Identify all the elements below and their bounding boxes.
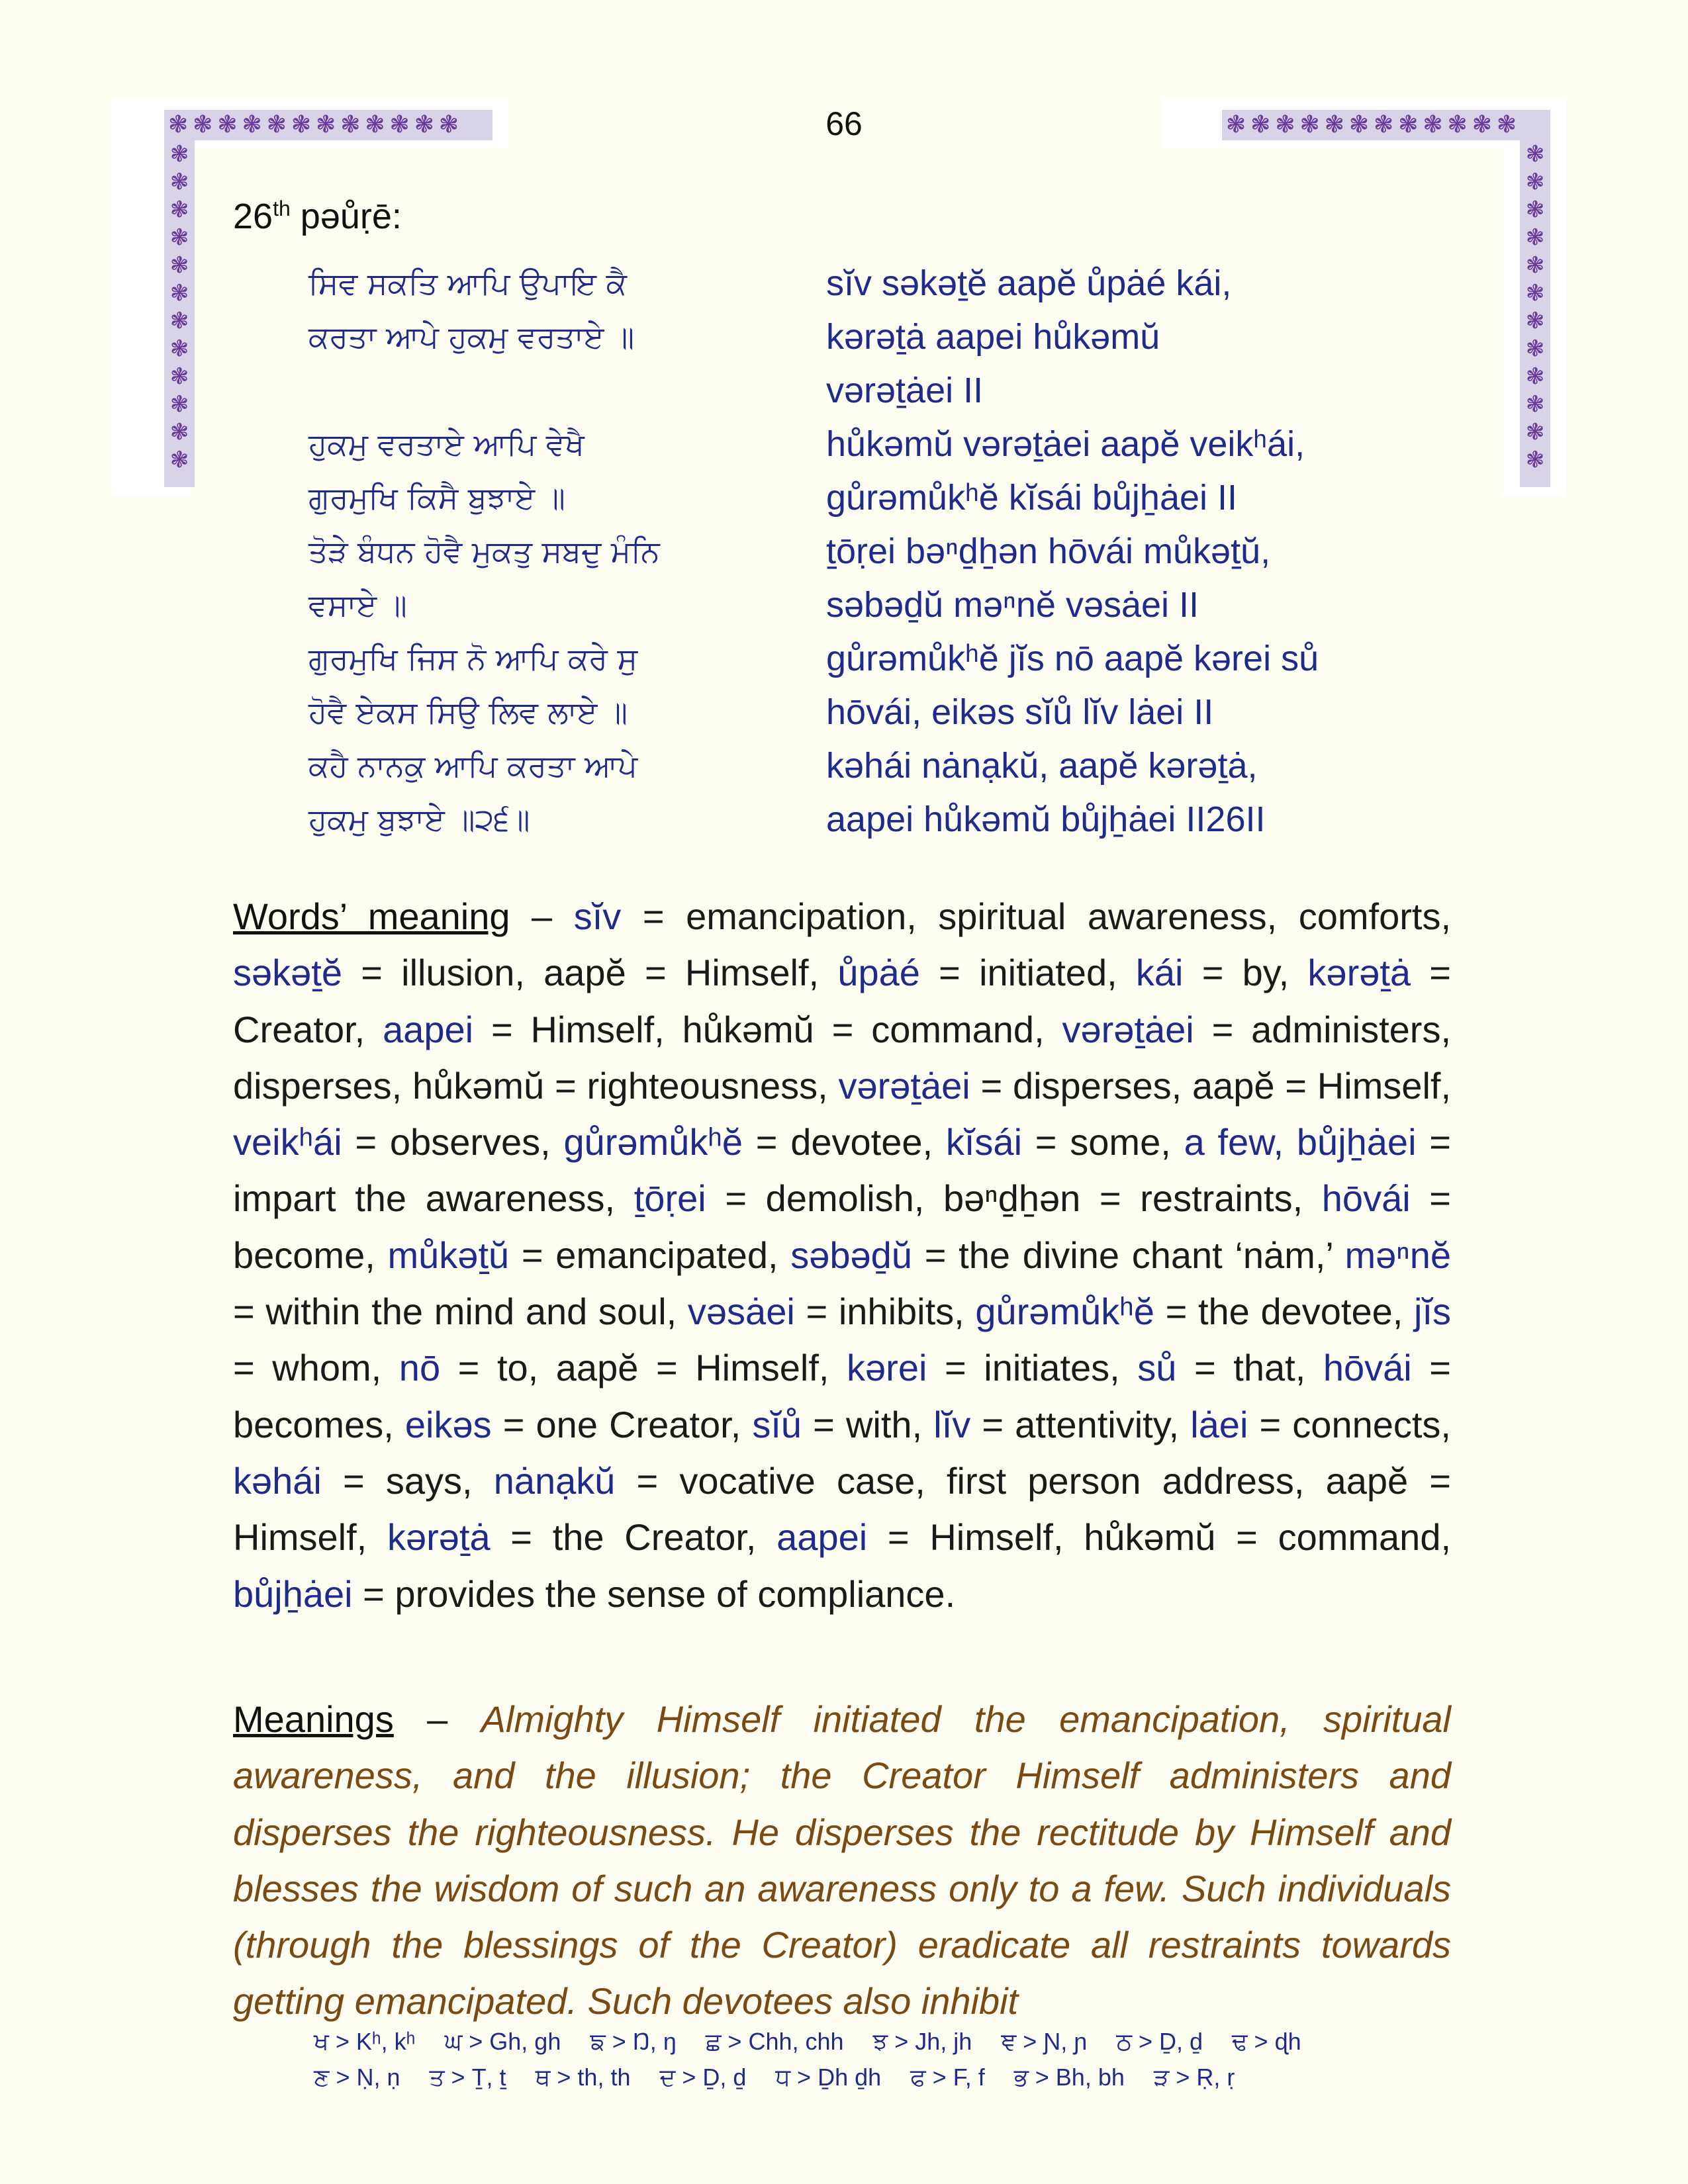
definition-text: = that, xyxy=(1176,1347,1323,1389)
definition-text: = initiates, xyxy=(927,1347,1138,1389)
gurmukhi-line: ਗੁਰਮੁਖਿ ਜਿਸ ਨੋ ਆਪਿ ਕਰੇ ਸੁ xyxy=(308,641,638,676)
transliteration-line: kəhái nȧnạkŭ, aapĕ kərəṯȧ, xyxy=(826,746,1258,786)
ornament-glyph: ❃ xyxy=(193,111,215,138)
definition-text: = within the mind and soul, xyxy=(233,1291,688,1333)
ornament-glyph: ❃ xyxy=(1525,308,1545,334)
legend-entry: ਞ > Ɲ, ɲ xyxy=(1001,2028,1088,2055)
legend-entry: ਙ > Ŋ, ŋ xyxy=(590,2028,677,2055)
legend-entry: ਝ > Jh, jh xyxy=(872,2028,972,2055)
transliterated-word: veikʰái xyxy=(233,1121,342,1163)
ornament-glyph: ❃ xyxy=(1299,111,1322,138)
transliteration-line: aapei hůkəmŭ bůjẖȧei II26II xyxy=(826,799,1266,839)
ornament-glyph: ❃ xyxy=(1374,111,1396,138)
definition-text: = illusion, aapĕ = Himself, xyxy=(342,952,838,994)
legend-entry: ਣ > Ṇ, ṇ xyxy=(314,2064,400,2091)
definition-text: = one Creator, xyxy=(491,1403,753,1445)
definition-text: = some, xyxy=(1022,1121,1184,1163)
definition-text: = says, xyxy=(321,1459,494,1502)
ornament-glyph: ❃ xyxy=(169,308,189,334)
transliterated-word: aapei xyxy=(776,1516,868,1559)
ornament-glyph: ❃ xyxy=(365,111,387,138)
transliteration-line: ṯōṛei bəⁿḏẖən hōvái můkəṯŭ, xyxy=(826,531,1271,571)
ornament-glyph: ❃ xyxy=(438,111,461,138)
ornament-border-top-left xyxy=(164,110,492,140)
definition-text: = disperses, aapĕ = Himself, xyxy=(970,1064,1452,1107)
ornament-glyph: ❃ xyxy=(1250,111,1273,138)
transliteration-verse xyxy=(826,257,1361,846)
ornament-glyph: ❃ xyxy=(1472,111,1494,138)
definition-text: = Himself, hůkəmŭ = command, xyxy=(867,1516,1452,1559)
legend-row-2 xyxy=(314,2064,1452,2092)
legend-entry: ਥ > th, th xyxy=(535,2064,631,2091)
legend-entry: ਖ > Kʰ, kʰ xyxy=(314,2028,416,2055)
definition-text: = connects, xyxy=(1248,1403,1451,1445)
transliteration-line: gůrəmůkʰĕ jĭs nō aapĕ kərei sů xyxy=(826,639,1319,678)
definition-text: = vocative case, first person address, aapĕ = Himself, xyxy=(233,1459,1451,1559)
transliterated-word: kərəṯȧ xyxy=(1307,952,1411,994)
transliterated-word: sů xyxy=(1137,1347,1177,1389)
definition-text: = whom, xyxy=(233,1347,399,1389)
transliterated-word: vərəṯȧei xyxy=(1062,1008,1194,1050)
meanings-label: Meanings xyxy=(233,1698,394,1740)
ornament-glyph: ❃ xyxy=(169,252,189,279)
transliterated-word: nȧnạkŭ xyxy=(493,1459,616,1502)
gurmukhi-line: ਵਸਾਏ ॥ xyxy=(308,587,407,623)
ornament-glyph: ❃ xyxy=(414,111,436,138)
ornament-glyph: ❃ xyxy=(389,111,412,138)
ornament-border-top-right xyxy=(1222,110,1550,140)
transliterated-word: sĭů xyxy=(752,1403,802,1445)
definition-text: = become, xyxy=(233,1177,1452,1276)
ornament-glyph: ❃ xyxy=(169,224,189,251)
legend-entry: ਫ > F, f xyxy=(910,2064,985,2091)
ornament-glyph: ❃ xyxy=(169,280,189,306)
definition-text: = administers, disperses, hůkəmŭ = righteousness, xyxy=(233,1008,1452,1107)
definition-text: = Creator, xyxy=(233,952,1451,1050)
transliterated-word: məⁿnĕ xyxy=(1344,1234,1451,1276)
definition-text: = Himself, hůkəmŭ = command, xyxy=(473,1008,1062,1050)
legend-entry: ਧ > Ḏh ḏh xyxy=(775,2064,882,2091)
definition-text: = devotee, xyxy=(742,1121,946,1163)
transliterated-word: ṯōṛei xyxy=(633,1177,706,1220)
definition-text: = by, xyxy=(1183,952,1308,994)
meanings-text: Almighty Himself initiated the emancipation, spiritual awareness, and the illusion; the Creator Himself administers and disperses the righteousness. He disperses the rectitude by Himself and blesses the wisdom of such an awareness only to a few. Such individuals (through the blessings of the Creator) eradicate all restraints towards getting emancipated. Such devotees also inhibit xyxy=(233,1698,1451,2023)
transliterated-word: kái xyxy=(1135,952,1184,994)
ornament-glyph: ❃ xyxy=(1226,111,1248,138)
ornament-glyph: ❃ xyxy=(1525,447,1545,473)
gurmukhi-line: ਕਰਤਾ ਆਪੇ ਹੁਕਮੁ ਵਰਤਾਏ ॥ xyxy=(308,319,635,355)
definition-text: = the Creator, xyxy=(490,1516,777,1559)
ornament-glyph: ❃ xyxy=(340,111,363,138)
legend-entry: ਦ > Ḏ, ḏ xyxy=(659,2064,747,2091)
transliterated-word: jĭs xyxy=(1414,1291,1451,1333)
ornament-glyph: ❃ xyxy=(1324,111,1346,138)
transliterated-word: bůjẖȧei xyxy=(233,1572,353,1615)
ornament-glyph: ❃ xyxy=(1398,111,1421,138)
gurmukhi-line: ਕਹੈ ਨਾਨਕੁ ਆਪਿ ਕਰਤਾ ਆਪੇ xyxy=(308,748,637,784)
transliteration-line: gůrəmůkʰĕ kĭsái bůjẖȧei II xyxy=(826,478,1238,518)
definition-text: = provides the sense of compliance. xyxy=(352,1572,956,1615)
transliterated-word: səkəṯĕ xyxy=(233,952,342,994)
words-meaning-body xyxy=(233,895,1451,1615)
ornament-glyph: ❃ xyxy=(169,391,189,418)
ornament-glyph: ❃ xyxy=(1525,280,1545,306)
gurmukhi-line: ਗੁਰਮੁਖਿ ਕਿਸੈ ਬੁਝਾਏ ॥ xyxy=(308,480,565,516)
ornament-glyph: ❃ xyxy=(266,111,289,138)
definition-text: = observes, xyxy=(342,1121,564,1163)
ornament-glyph: ❃ xyxy=(242,111,264,138)
transliterated-word: eikəs xyxy=(404,1403,492,1445)
definition-text: = emancipation, spiritual awareness, comforts, xyxy=(621,895,1451,937)
definition-text: = with, xyxy=(802,1403,934,1445)
transliterated-word: gůrəmůkʰĕ xyxy=(563,1121,743,1163)
meanings-dash: – xyxy=(393,1698,481,1740)
ornament-glyph: ❃ xyxy=(1496,111,1519,138)
transliterated-word: a few, xyxy=(1184,1121,1284,1163)
definition-text: = the devotee, xyxy=(1154,1291,1414,1333)
transliterated-word: nō xyxy=(399,1347,441,1389)
ornament-glyph: ❃ xyxy=(1525,141,1545,167)
definition-text: = inhibits, xyxy=(794,1291,976,1333)
transliterated-word: kərei xyxy=(847,1347,927,1389)
transliterated-word: gůrəmůkʰĕ xyxy=(975,1291,1154,1333)
gurmukhi-line: ਹੋਵੈ ਏਕਸ ਸਿਉ ਲਿਵ ਲਾਏ ॥ xyxy=(308,694,628,730)
ornament-glyph: ❃ xyxy=(169,169,189,195)
legend-entry: ਘ > Gh, gh xyxy=(444,2028,561,2055)
definition-text: = demolish, bəⁿḏẖən = restraints, xyxy=(706,1177,1322,1220)
transliterated-word: hōvái xyxy=(1323,1347,1412,1389)
legend-entry: ੜ > Ṛ, ṛ xyxy=(1153,2064,1235,2091)
gurmukhi-line: ਹੁਕਮੁ ਵਰਤਾਏ ਆਪਿ ਵੇਖੈ xyxy=(308,426,585,462)
page-number: 66 xyxy=(825,105,863,142)
ornament-border-right xyxy=(1520,140,1550,487)
ornament-glyph: ❃ xyxy=(1525,197,1545,223)
legend-entry: ਤ > Ṯ, ṯ xyxy=(429,2064,506,2091)
legend-entry: ਢ > ɖh xyxy=(1232,2028,1301,2055)
transliterated-word: bůjẖȧei xyxy=(1296,1121,1417,1163)
ornament-glyph: ❃ xyxy=(291,111,314,138)
transliterated-word: kərəṯȧ xyxy=(387,1516,491,1559)
gurmukhi-line: ਹੁਕਮੁ ਬੁਝਾਏ ॥੨੬॥ xyxy=(308,801,530,837)
transliteration-line: kərəṯȧ aapei hůkəmŭ xyxy=(826,317,1160,357)
ornament-glyph: ❃ xyxy=(1525,336,1545,362)
definition-text: = to, aapĕ = Himself, xyxy=(440,1347,847,1389)
ornament-glyph: ❃ xyxy=(169,419,189,445)
ornament-glyph: ❃ xyxy=(169,141,189,167)
ornament-border-left xyxy=(164,140,195,487)
definition-text: = attentivity, xyxy=(970,1403,1191,1445)
transliterated-word: ůpȧé xyxy=(837,952,920,994)
legend-entry: ਭ > Bh, bh xyxy=(1013,2064,1125,2091)
transliteration-line: sĭv səkəṯĕ aapĕ ůpȧé kái, xyxy=(826,263,1232,303)
ornament-glyph: ❃ xyxy=(1423,111,1445,138)
transliterated-word: lȧei xyxy=(1190,1403,1248,1445)
gurmukhi-line: ਤੋੜੇ ਬੰਧਨ ਹੋਵੈ ਮੁਕਤੁ ਸਬਦੁ ਮੰਨਿ xyxy=(308,533,660,569)
transliteration-line: səbəḏŭ məⁿnĕ vəsȧei II xyxy=(826,585,1199,625)
ornament-glyph: ❃ xyxy=(1275,111,1297,138)
ornament-glyph: ❃ xyxy=(1525,419,1545,445)
gurmukhi-line: ਸਿਵ ਸਕਤਿ ਆਪਿ ਉਪਾਇ ਕੈ xyxy=(308,265,627,301)
ornament-glyph: ❃ xyxy=(1525,169,1545,195)
ornament-glyph: ❃ xyxy=(1525,391,1545,418)
transliterated-word: aapei xyxy=(383,1008,474,1050)
ornament-glyph: ❃ xyxy=(1525,224,1545,251)
transliteration-line: vərəṯȧei II xyxy=(826,371,984,410)
ornament-glyph: ❃ xyxy=(316,111,338,138)
ornament-glyph: ❃ xyxy=(169,197,189,223)
definition-text: = impart the awareness, xyxy=(233,1121,1452,1220)
words-meaning-label: Words’ meaning xyxy=(233,895,510,937)
pauri-suffix: th xyxy=(273,197,291,220)
transliterated-word: vəsȧei xyxy=(687,1291,795,1333)
transliterated-word: můkəṯŭ xyxy=(387,1234,510,1276)
ornament-glyph: ❃ xyxy=(1348,111,1372,138)
definition-text xyxy=(1284,1121,1297,1163)
definition-text: = the divine chant ‘nȧm,’ xyxy=(912,1234,1345,1276)
ornament-glyph: ❃ xyxy=(1447,111,1470,138)
definition-text: = initiated, xyxy=(919,952,1136,994)
gurmukhi-line xyxy=(308,364,719,418)
ornament-glyph: ❃ xyxy=(217,111,240,138)
legend-row-1 xyxy=(314,2028,1452,2056)
definition-text: = becomes, xyxy=(233,1347,1452,1445)
transliterated-word: kĭsái xyxy=(945,1121,1023,1163)
legend-entry: ਛ > Chh, chh xyxy=(705,2028,844,2055)
definition-text: = emancipated, xyxy=(509,1234,791,1276)
transliterated-word: səbəḏŭ xyxy=(790,1234,912,1276)
transliterated-word: kəhái xyxy=(233,1459,322,1502)
words-meaning-paragraph xyxy=(233,888,1451,1622)
transliterated-word: hōvái xyxy=(1321,1177,1411,1220)
transliteration-line: hůkəmŭ vərəṯȧei aapĕ veikʰái, xyxy=(826,424,1305,464)
ornament-glyph: ❃ xyxy=(1525,363,1545,390)
transliterated-word: sĭv xyxy=(573,895,622,937)
legend-entry: ਠ > Ḏ, ḏ xyxy=(1116,2028,1203,2055)
words-meaning-dash: – xyxy=(510,895,574,937)
pauri-number: 26 xyxy=(233,197,273,236)
meanings-paragraph xyxy=(233,1691,1451,2030)
ornament-glyph: ❃ xyxy=(169,336,189,362)
ornament-glyph: ❃ xyxy=(169,447,189,473)
transliterated-word: vərəṯȧei xyxy=(838,1064,970,1107)
transliterated-word: lĭv xyxy=(933,1403,971,1445)
ornament-glyph: ❃ xyxy=(168,111,191,138)
gurmukhi-verse xyxy=(308,257,719,846)
ornament-glyph: ❃ xyxy=(1525,252,1545,279)
pauri-word: pəůṛē: xyxy=(300,197,402,236)
pauri-heading xyxy=(233,185,402,240)
ornament-glyph: ❃ xyxy=(169,363,189,390)
transliteration-line: hōvái, eikəs sĭů lĭv lȧei II xyxy=(826,692,1214,732)
